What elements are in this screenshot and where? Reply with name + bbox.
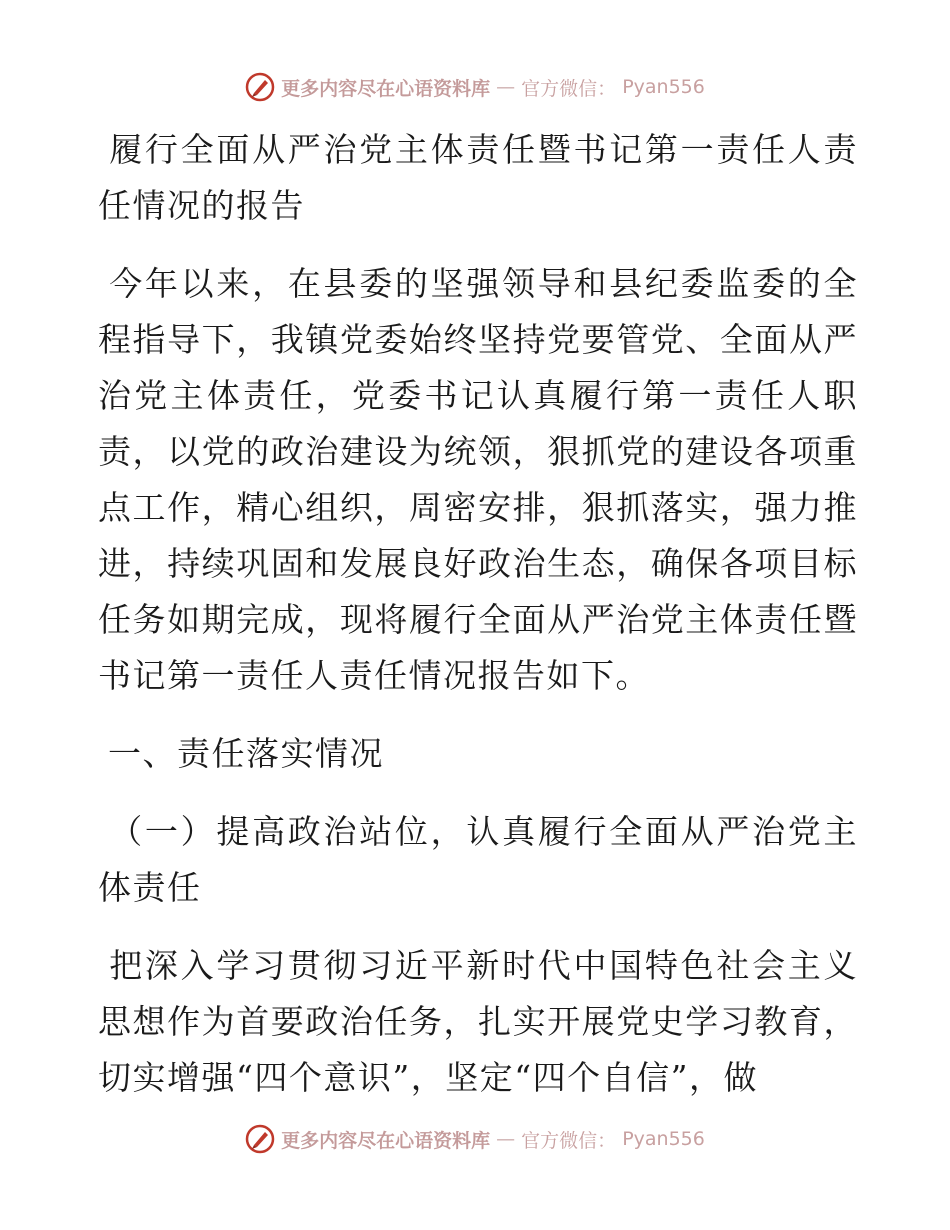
watermark-wechat-id: Pyan556 <box>622 1128 705 1150</box>
watermark-separator: — <box>496 1128 516 1150</box>
pen-logo-icon <box>245 72 275 102</box>
watermark-header <box>0 72 950 102</box>
watermark-wechat-id: Pyan556 <box>622 76 705 98</box>
section-heading: 一、责任落实情况 <box>108 734 384 773</box>
paragraph-intro: 今年以来，在县委的坚强领导和县纪委监委的全程指导下，我镇党委始终坚持党要管党、全面从严治党主体责任，党委书记认真履行第一责任人职责，以党的政治建设为统领，狠抓党的建设各项重点工作，精心组织，周密安排，狠抓落实，强力推进，持续巩固和发展良好政治生态，确保各项目标任务如期完成，现将履行全面从严治党主体责任暨书记第一责任人责任情况报告如下。 <box>98 264 858 695</box>
watermark-label: 官方微信： <box>521 77 617 100</box>
document-body <box>98 122 858 1106</box>
watermark-footer <box>0 1124 950 1154</box>
pen-logo-icon <box>245 1124 275 1154</box>
watermark-label: 官方微信： <box>521 1129 617 1152</box>
subsection-heading: （一）提高政治站位，认真履行全面从严治党主体责任 <box>98 812 858 907</box>
document-title: 履行全面从严治党主体责任暨书记第一责任人责任情况的报告 <box>98 130 858 225</box>
paragraph-study: 把深入学习贯彻习近平新时代中国特色社会主义思想作为首要政治任务，扎实开展党史学习教育，切实增强“四个意识”，坚定“四个自信”，做 <box>98 946 858 1097</box>
watermark-main-text: 更多内容尽在心语资料库 <box>281 77 491 100</box>
watermark-main-text: 更多内容尽在心语资料库 <box>281 1129 491 1152</box>
watermark-separator: — <box>496 76 516 98</box>
